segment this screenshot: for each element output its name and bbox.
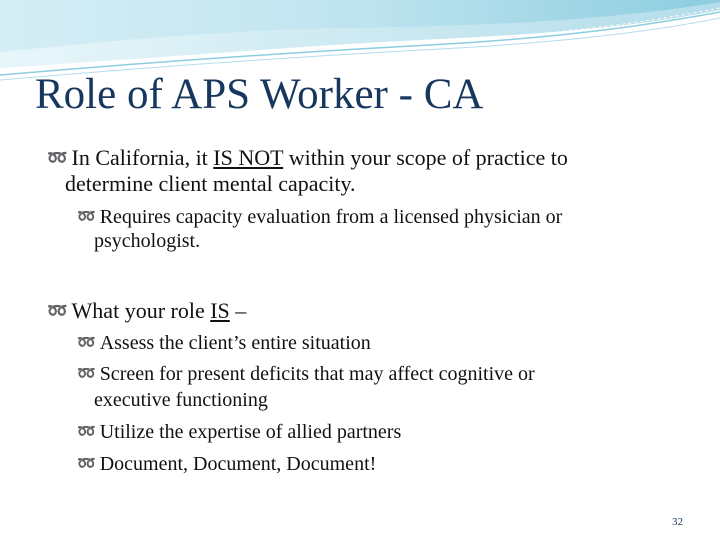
sub-bullet-document [77,452,376,476]
wave-bullet-icon: ➿ [47,148,68,167]
sub-bullet-continuation: executive functioning [94,389,268,411]
wave-bullet-icon: ➿ [77,456,96,472]
sub-bullet-continuation: psychologist. [94,230,201,252]
bullet-text-emphasis: IS NOT [213,145,284,170]
bullet-text-prefix: What your role [71,298,211,323]
sub-bullet-utilize [77,420,401,444]
bullet-scope-of-practice [47,145,568,171]
sub-bullet-capacity-evaluation [77,205,562,229]
slide-title: Role of APS Worker - CA [35,71,484,118]
sub-bullet-assess [77,331,371,355]
page-number: 32 [672,516,683,528]
sub-bullet-text: Screen for present deficits that may affect cognitive or [99,363,535,385]
wave-bullet-icon: ➿ [77,209,96,225]
sub-bullet-screen [77,362,535,386]
sub-bullet-text: Document, Document, Document! [99,453,377,475]
bullet-text-prefix: In California, it [71,145,214,170]
sub-bullet-text: Requires capacity evaluation from a licensed physician or [99,206,563,228]
bullet-scope-continuation: determine client mental capacity. [65,171,356,196]
wave-bullet-icon: ➿ [77,366,96,382]
bullet-text-suffix: within your scope of practice to [283,145,568,170]
wave-bullet-icon: ➿ [77,335,96,351]
bullet-text-emphasis: IS [210,298,230,323]
sub-bullet-text: Utilize the expertise of allied partners [99,421,402,443]
sub-bullet-text: Assess the client’s entire situation [99,332,371,354]
bullet-text-suffix: – [229,298,247,323]
wave-bullet-icon: ➿ [47,301,68,320]
wave-bullet-icon: ➿ [77,424,96,440]
bullet-role-is [47,298,246,324]
